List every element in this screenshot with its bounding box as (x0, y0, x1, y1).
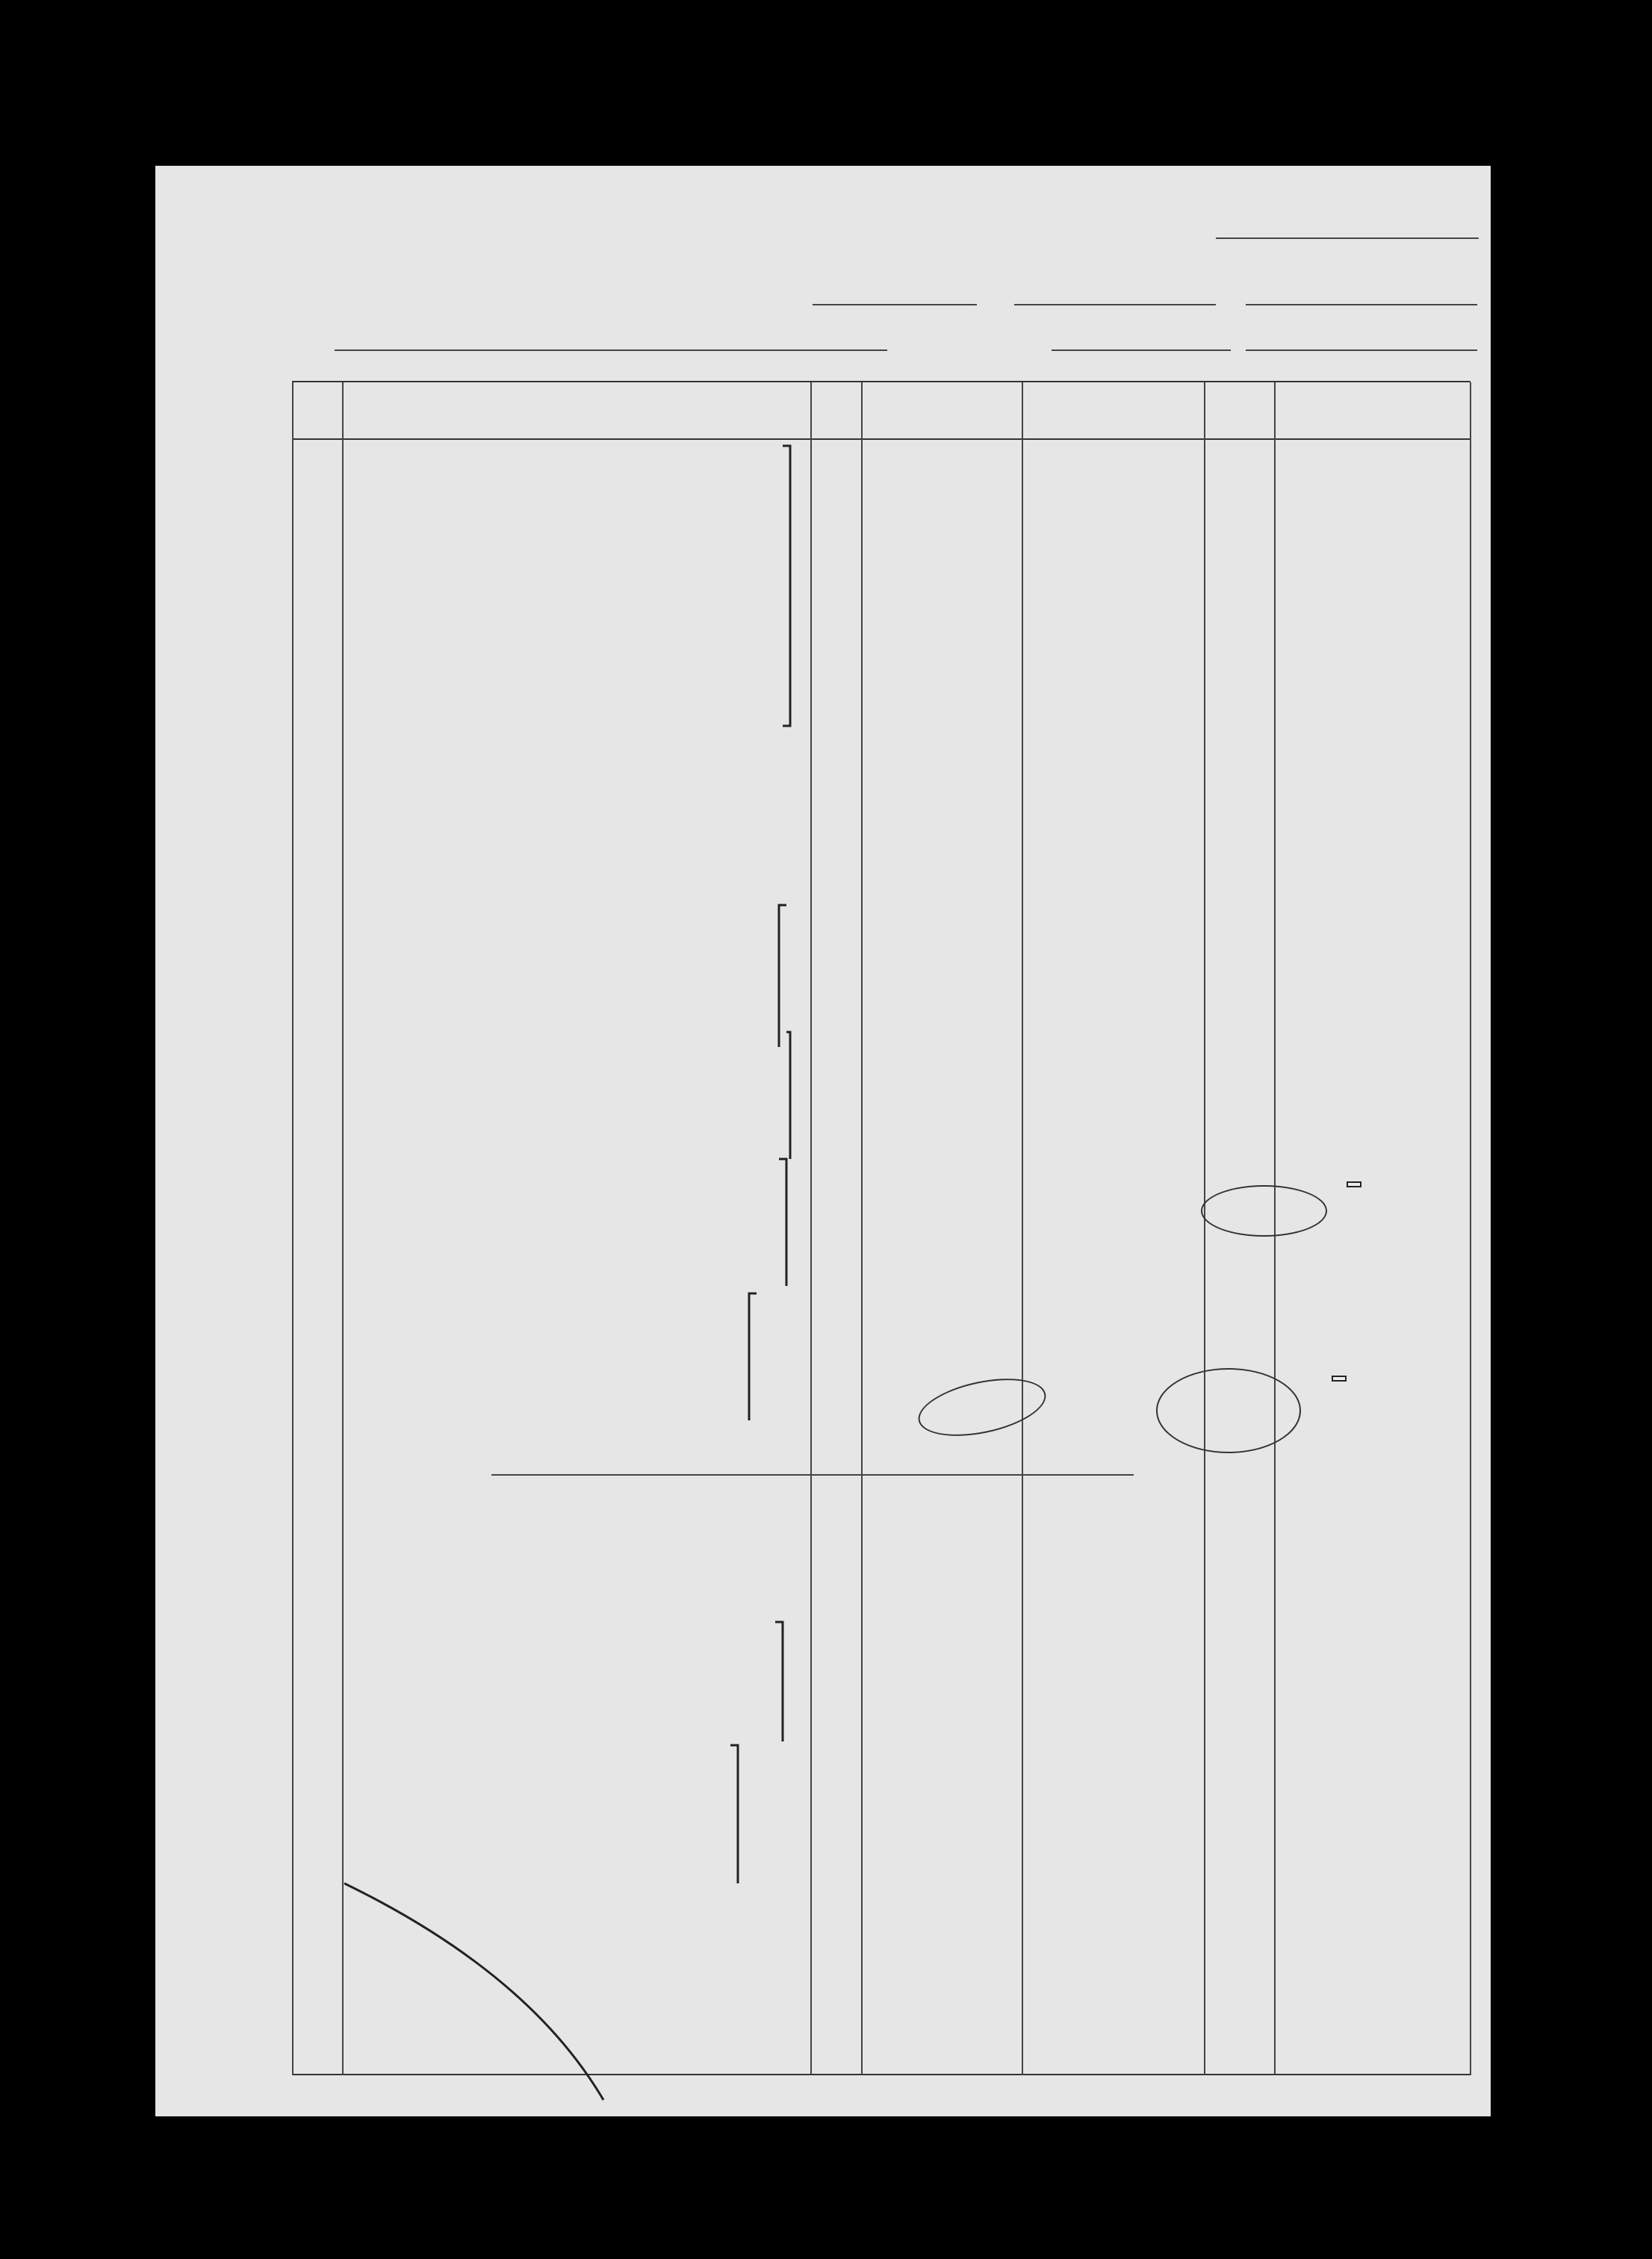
family-bracket (783, 446, 790, 726)
family-bracket (786, 1032, 790, 1159)
family-bracket (779, 1159, 786, 1286)
family-bracket (779, 905, 786, 1047)
family-bracket (775, 1622, 783, 1741)
pen-strokes (155, 166, 1491, 2116)
manifest-sheet (155, 166, 1491, 2116)
family-bracket (749, 1293, 757, 1420)
cancel-stroke (344, 1883, 603, 2100)
family-bracket (730, 1745, 738, 1883)
